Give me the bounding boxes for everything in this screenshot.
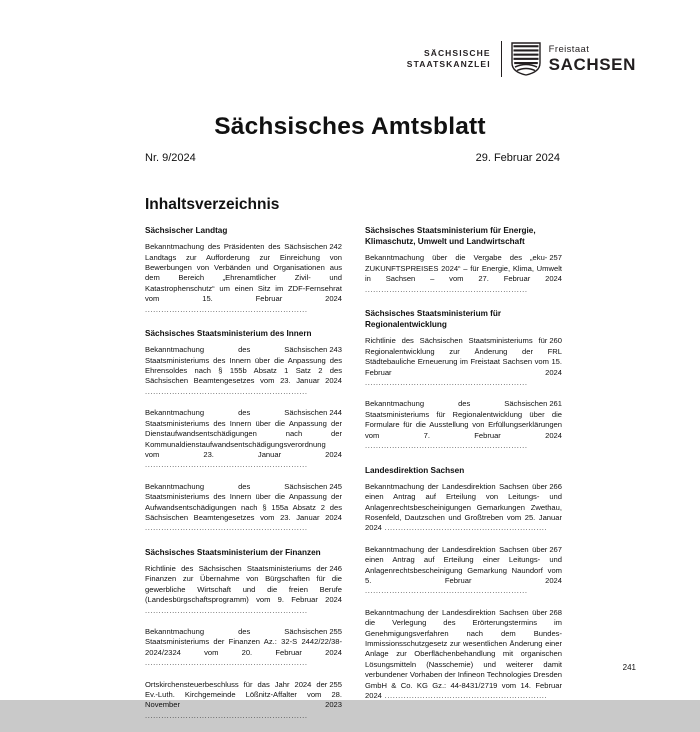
logo-left-line1: SÄCHSISCHE <box>423 48 491 58</box>
toc-entry[interactable] <box>145 680 342 722</box>
toc-entry-text: Bekanntmachung des Sächsischen Staatsministeriums des Innern über die Anpassung des Ehrensoldes nach § 155b Absatz 1 Satz 2 des Sächsischen Beamtengesetzes vom 23. Januar 2024 <box>145 345 342 386</box>
toc-entry[interactable] <box>365 336 562 388</box>
logo-right-line1: Freistaat <box>548 44 590 55</box>
toc-section-title: Sächsisches Staatsministerium des Innern <box>145 329 312 339</box>
toc-columns <box>145 225 562 732</box>
issue-row <box>145 152 560 164</box>
toc-entry-page: 246 <box>329 563 342 573</box>
issue-number: Nr. 9/2024 <box>145 152 196 164</box>
toc-entry-text: Ortskirchensteuerbeschluss für das Jahr 2024 der Ev.-Luth. Kirchgemeinde Lößnitz-Affalter vom 28. November 2023 <box>145 679 342 710</box>
toc-entry-leader: ............................................................ <box>365 284 528 294</box>
toc-entry-page: 255 <box>329 626 342 636</box>
toc-entry-leader: ............................................................ <box>365 586 528 596</box>
toc-entry-leader: ............................................................ <box>145 658 308 668</box>
toc-entry-text: Bekanntmachung des Sächsischen Staatsministeriums für Regionalentwicklung über die Formulare für die Ausstellung von Erfüllungserklärungen vom 7. Februar 2024 <box>365 399 562 440</box>
toc-entry-leader: ............................................................ <box>145 304 308 314</box>
toc-column <box>365 225 562 732</box>
toc-entry-text: Bekanntmachung der Landesdirektion Sachsen über einen Antrag auf Erteilung von Leitungs- und Anlagenrechtsbescheinigungen Gemarkungen Zwethau, Rosenfeld, Dautzschen und Großtreben vom 25. Januar 2024 <box>365 481 562 533</box>
toc-entry-text: Bekanntmachung des Sächsischen Staatsministeriums des Innern über die Anpassung der Aufwandsentschädigungen nach § 155a Absatz 2 des Sächsischen Beamtengesetzes vom 23. Januar 2024 <box>145 481 342 522</box>
toc-section-title: Sächsischer Landtag <box>145 226 228 235</box>
toc-heading: Inhaltsverzeichnis <box>145 196 280 213</box>
toc-entry-leader: ............................................................ <box>145 460 308 470</box>
logo-right-text <box>549 44 636 74</box>
issue-date: 29. Februar 2024 <box>475 152 560 164</box>
toc-entry[interactable] <box>365 608 562 702</box>
toc-entry[interactable] <box>145 482 342 534</box>
toc-entry[interactable] <box>365 399 562 451</box>
logo-left-line2: STAATSKANZLEI <box>406 59 491 69</box>
toc-entry[interactable] <box>145 408 342 470</box>
toc-entry-page: 255 <box>329 679 342 689</box>
toc-section-title: Sächsisches Staatsministerium für Energie, Klimaschutz, Umwelt und Landwirtschaft <box>365 226 536 247</box>
toc-entry-page: 261 <box>549 399 562 409</box>
toc-entry-text: Richtlinie des Sächsischen Staatsministeriums für Regionalentwicklung zur Änderung der FRL Städtebauliche Erneuerung im Freistaat Sachsen vom 15. Februar 2024 <box>365 336 562 377</box>
toc-entry-text: Bekanntmachung der Landesdirektion Sachsen über einen Antrag auf Erteilung einer Leitungs- und Anlagenrechtsbescheinigung Gemarkung Naundorf vom 5. Februar 2024 <box>365 544 562 585</box>
toc-entry-leader: ............................................................ <box>145 386 308 396</box>
toc-entry[interactable] <box>145 564 342 616</box>
toc-entry-page: 257 <box>549 253 562 263</box>
toc-entry-leader: ............................................................ <box>145 605 308 615</box>
toc-entry-text: Bekanntmachung des Präsidenten des Sächsischen Landtags zur Aufforderung zur Einreichung von Bewerbungen von Verbänden und Organisationen aus dem Bereich „Ehrenamtlicher Zivil- und Katastrophenschutz“ um einen Sitz im ZDF-Fernsehrat vom 15. Februar 2024 <box>145 242 342 304</box>
toc-entry-leader: ............................................................ <box>145 710 308 720</box>
toc-section-title: Sächsisches Staatsministerium der Finanzen <box>145 547 321 557</box>
toc-entry-text: Bekanntmachung über die Vergabe des „eku-ZUKUNFTSPREISES 2024“ – für Energie, Klima, Umwelt in Sachsen – vom 27. Februar 2024 <box>365 253 562 284</box>
toc-entry-text: Bekanntmachung des Sächsischen Staatsministeriums der Finanzen Az.: 32-S 2442/22/38-2024/2324 vom 20. Februar 2024 <box>145 626 342 657</box>
toc-section-title: Landesdirektion Sachsen <box>365 465 465 475</box>
toc-entry-page: 266 <box>549 481 562 491</box>
toc-entry[interactable] <box>365 253 562 295</box>
toc-entry-leader: ............................................................ <box>381 523 548 533</box>
saxony-coat-of-arms-icon <box>511 42 541 76</box>
toc-entry-leader: ............................................................ <box>365 441 528 451</box>
toc-entry-page: 244 <box>329 408 342 418</box>
toc-entry[interactable] <box>145 242 342 315</box>
toc-column <box>145 225 342 732</box>
toc-entry-page: 267 <box>549 544 562 554</box>
toc-entry-leader: ............................................................ <box>365 378 528 388</box>
toc-entry-leader: ............................................................ <box>381 691 548 701</box>
toc-section-title: Sächsisches Staatsministerium für Regionalentwicklung <box>365 309 502 330</box>
logo-divider <box>501 41 502 77</box>
toc-entry-text: Bekanntmachung der Landesdirektion Sachsen über die Verlegung des Erörterungstermins im Genehmigungsverfahren nach dem Bundes-Immissionsschutzgesetz zur wesentlichen Änderung einer Anlage zur Oberflächenbehandlung mit organischen Lösungsmitteln (Nasschemie) und weiterer damit verbundener Vorhaben der Infineon Technologies Dresden GmbH & Co. KG Gz.: 44-8431/2719 vom 14. Februar 2024 <box>365 607 562 701</box>
toc-entry-text: Bekanntmachung des Sächsischen Staatsministeriums des Innern über die Anpassung der Dienstaufwandsentschädigungen nach der Kommunaldienstaufwandsentschädigungsverordnung vom 23. Januar 2024 <box>145 408 342 459</box>
toc-entry-page: 242 <box>329 242 342 252</box>
toc-entry[interactable] <box>145 627 342 669</box>
toc-entry[interactable] <box>365 545 562 597</box>
logo-right-line2: SACHSEN <box>548 55 636 74</box>
toc-entry-page: 245 <box>329 481 342 491</box>
toc-entry-page: 243 <box>329 345 342 355</box>
toc-entry-page: 260 <box>549 336 562 346</box>
logo-left-text <box>407 48 501 70</box>
toc-entry-leader: ............................................................ <box>145 523 308 533</box>
page-number: 241 <box>622 663 636 672</box>
toc-entry-page: 268 <box>549 607 562 617</box>
toc-entry[interactable] <box>145 345 342 397</box>
toc-entry-text: Richtlinie des Sächsischen Staatsministeriums der Finanzen zur Übernahme von Bürgschaften für die gewerbliche Wirtschaft und die freien Berufe (Landesbürgschaftsprogramm) vom 9. Februar 2024 <box>145 563 342 605</box>
page-title: Sächsisches Amtsblatt <box>214 113 486 140</box>
toc-entry[interactable] <box>365 482 562 534</box>
saxony-state-chancellery-logo <box>407 38 636 80</box>
